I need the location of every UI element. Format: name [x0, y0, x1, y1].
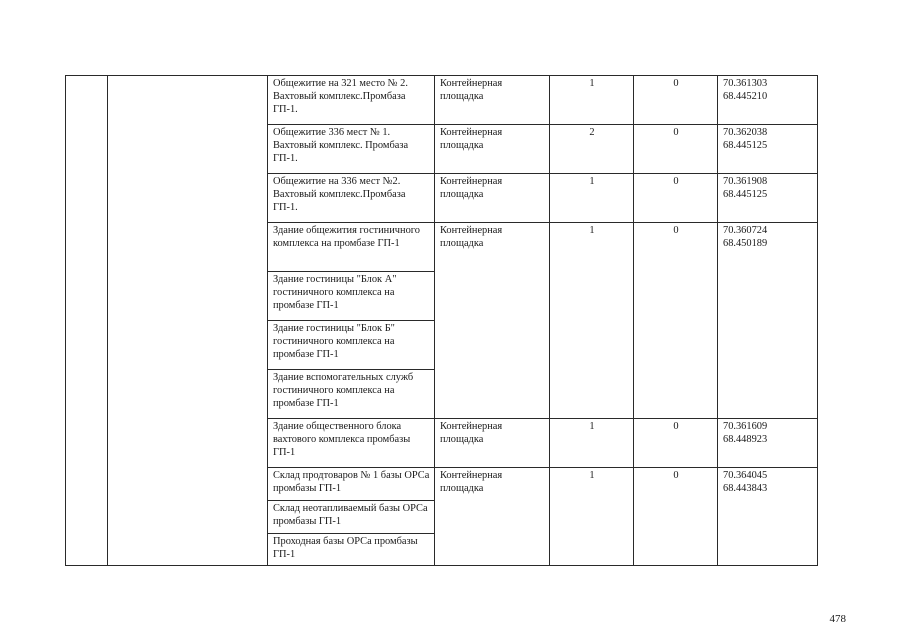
zero-value-cell: 0 — [634, 223, 718, 419]
page-number: 478 — [829, 613, 846, 625]
latitude: 70.361908 — [723, 176, 768, 187]
zero-value-cell: 0 — [634, 76, 718, 125]
zero-value-cell: 0 — [634, 125, 718, 174]
object-name-cell: Проходная базы ОРСа промбазы ГП-1 — [268, 534, 435, 566]
container-count-cell: 1 — [550, 468, 634, 566]
site-type-cell: Контейнерная площадка — [435, 419, 550, 468]
coordinates-cell — [718, 125, 818, 174]
container-count-cell: 2 — [550, 125, 634, 174]
object-name-cell: Склад неотапливаемый базы ОРСа промбазы ГП-1 — [268, 501, 435, 534]
object-name-cell: Здание гостиницы "Блок Б" гостиничного комплекса на промбазе ГП-1 — [268, 321, 435, 370]
longitude: 68.445125 — [723, 140, 768, 152]
latitude: 70.361609 — [723, 421, 768, 432]
zero-value-cell: 0 — [634, 468, 718, 566]
object-name-cell: Здание гостиницы "Блок А" гостиничного комплекса на промбазе ГП-1 — [268, 272, 435, 321]
site-type-cell: Контейнерная площадка — [435, 468, 550, 566]
object-name-cell: Склад продтоваров № 1 базы ОРСа промбазы ГП-1 — [268, 468, 435, 501]
longitude: 68.445125 — [723, 189, 768, 201]
longitude: 68.448923 — [723, 434, 768, 446]
site-type-cell: Контейнерная площадка — [435, 76, 550, 125]
longitude: 68.445210 — [723, 91, 768, 103]
object-name-cell: Общежитие на 321 место № 2. Вахтовый комплекс.Промбаза ГП-1. — [268, 76, 435, 125]
coordinates-cell — [718, 76, 818, 125]
site-type-cell: Контейнерная площадка — [435, 174, 550, 223]
table-row — [66, 76, 818, 125]
latitude: 70.360724 — [723, 225, 768, 236]
site-type-cell: Контейнерная площадка — [435, 125, 550, 174]
site-type-cell: Контейнерная площадка — [435, 223, 550, 419]
longitude: 68.443843 — [723, 483, 768, 495]
container-count-cell: 1 — [550, 174, 634, 223]
object-name-cell: Здание общественного блока вахтового комплекса промбазы ГП-1 — [268, 419, 435, 468]
coordinates-cell — [718, 419, 818, 468]
container-count-cell: 1 — [550, 419, 634, 468]
object-name-cell: Здание общежития гостиничного комплекса на промбазе ГП-1 — [268, 223, 435, 272]
longitude: 68.450189 — [723, 238, 768, 250]
latitude: 70.361303 — [723, 78, 768, 89]
zero-value-cell: 0 — [634, 419, 718, 468]
container-count-cell: 1 — [550, 76, 634, 125]
object-name-cell: Здание вспомогательных служб гостиничного комплекса на промбазе ГП-1 — [268, 370, 435, 419]
index-cell — [66, 76, 108, 566]
container-count-cell: 1 — [550, 223, 634, 419]
latitude: 70.362038 — [723, 127, 768, 138]
latitude: 70.364045 — [723, 470, 768, 481]
coordinates-cell — [718, 174, 818, 223]
waste-sites-table — [65, 75, 818, 566]
coordinates-cell — [718, 468, 818, 566]
category-cell — [108, 76, 268, 566]
object-name-cell: Общежитие на 336 мест №2. Вахтовый комплекс.Промбаза ГП-1. — [268, 174, 435, 223]
object-name-cell: Общежитие 336 мест № 1. Вахтовый комплекс. Промбаза ГП-1. — [268, 125, 435, 174]
coordinates-cell — [718, 223, 818, 419]
zero-value-cell: 0 — [634, 174, 718, 223]
